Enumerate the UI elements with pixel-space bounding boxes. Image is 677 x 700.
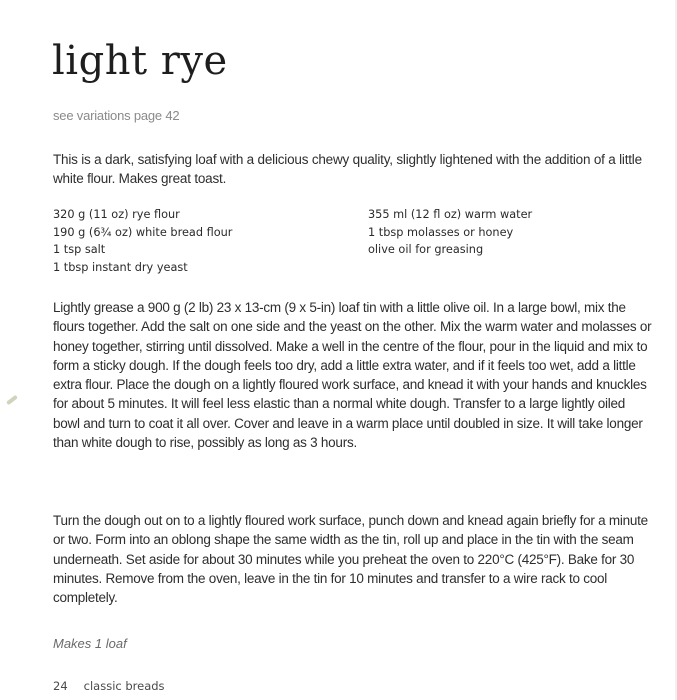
method-paragraph-1: Lightly grease a 900 g (2 lb) 23 x 13-cm (9 x 5-in) loaf tin with a little olive oil. In a large bowl, mix the flours together. Add the salt on one side and the yeast on the other. Mix the warm water and molasses or honey together, stirring until dissolved. Make a well in the centre of the flour, pour in the liquid and mix to form a sticky dough. If the dough feels too dry, add a little extra water, and if it feels too wet, add a little extra flour. Place the dough on a lightly floured work surface, and knead it with your hands and knuckles for about 5 minutes. It will feel less elastic than a normal white dough. Transfer to a large lightly oiled bowl and turn to coat it all over. Cover and leave in a warm place until doubled in size. It will take longer than white dough to rise, possibly as long as 3 hours. xyxy=(53,300,652,451)
ingredient-item: 190 g (6¾ oz) white bread flour xyxy=(53,225,233,239)
page-footer xyxy=(53,679,165,693)
margin-smudge-mark xyxy=(6,395,18,406)
recipe-yield: Makes 1 loaf xyxy=(53,636,127,651)
ingredients-list xyxy=(53,206,653,276)
recipe-title: light rye xyxy=(52,38,228,84)
ingredients-column-right xyxy=(368,206,648,276)
see-variations-note: see variations page 42 xyxy=(53,108,180,123)
ingredients-column-left xyxy=(53,206,368,276)
method-paragraph-2: Turn the dough out on to a lightly floured work surface, punch down and knead again briefly for a minute or two. Form into an oblong shape the same width as the tin, roll up and place in the tin with the seam underneath. Set aside for about 30 minutes while you preheat the oven to 220°C (425°F). Bake for 30 minutes. Remove from the oven, leave in the tin for 10 minutes and transfer to a wire rack to cool completely. xyxy=(53,513,648,606)
page-number: 24 xyxy=(53,679,68,693)
recipe-intro: This is a dark, satisfying loaf with a delicious chewy quality, slightly lightened with the addition of a little white flour. Makes great toast. xyxy=(53,152,642,186)
ingredient-item: 1 tsp salt xyxy=(53,243,106,256)
ingredient-item: olive oil for greasing xyxy=(368,243,484,256)
ingredient-item: 320 g (11 oz) rye flour xyxy=(53,208,180,221)
ingredient-item: 1 tbsp instant dry yeast xyxy=(53,260,188,274)
ingredient-item: 355 ml (12 fl oz) warm water xyxy=(368,208,533,221)
section-name: classic breads xyxy=(83,679,165,693)
ingredient-item: 1 tbsp molasses or honey xyxy=(368,225,514,239)
